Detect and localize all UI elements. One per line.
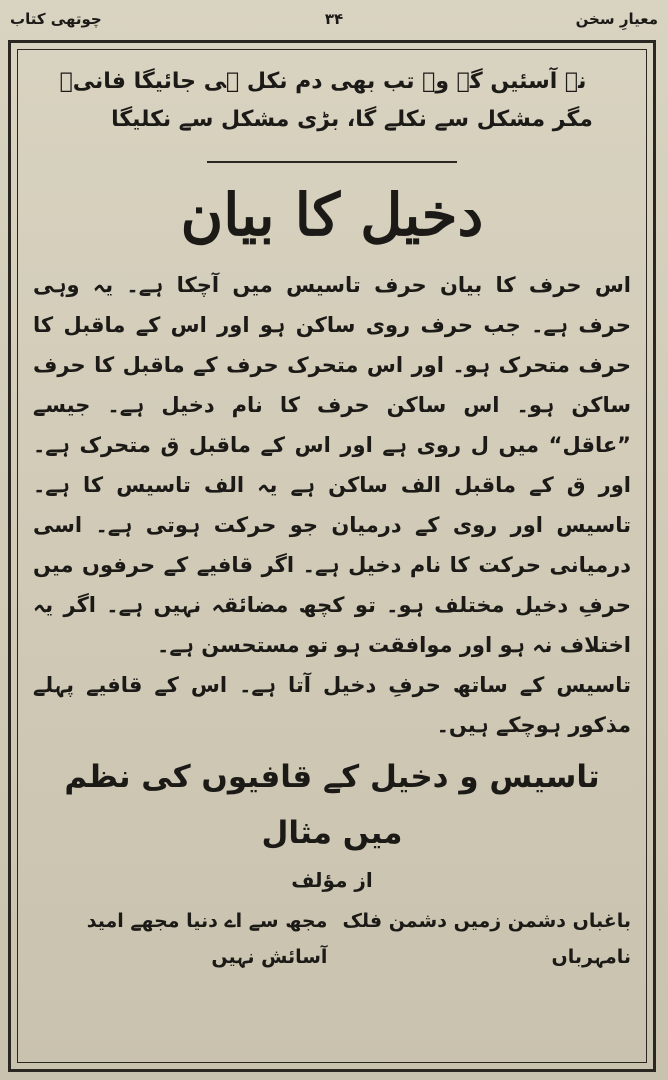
couplet-second-hemistich: مجھ سے اے دنیا مجھے امید آسائش نہیں [86,910,328,968]
page-number: ۳۴ [324,10,344,28]
section-divider [207,161,457,163]
example-heading: تاسیس و دخیل کے قافیوں کی نظم میں مثال [64,759,600,851]
couplet [33,903,631,975]
body-paragraph: تاسیس کے ساتھ حرفِ دخیل آتا ہے۔ اس کے قافیے پہلے مذکور ہوچکے ہیں۔ [33,673,631,737]
page-content [33,57,631,1059]
running-title: معیارِ سخن [575,10,658,28]
page-border [8,40,656,1072]
book-label: چوتھی کتاب [10,10,102,28]
couplet-first-hemistich: باغباں دشمن زمیں دشمن فلک نامہرباں [342,910,631,968]
author-byline: از مؤلف [291,868,373,892]
running-head [0,6,668,34]
body-paragraph: اس حرف کا بیان حرف تاسیس میں آچکا ہے۔ یہ وہی حرف ہے۔ جب حرف روی ساکن ہو اور اس کے ماقبل کا حرف متحرک ہو۔ اور اس متحرک حرف کے ماقبل کا حرف ساکن ہو۔ اس ساکن حرف کا نام دخیل ہے۔ جیسے ”عاقل“ میں ل روی ہے اور اس کے ماقبل ق متحرک ہے۔ اور ق کے ماقبل الف ساکن ہے یہ الف تاسیس کا ہے۔ تاسیس اور روی کے درمیان جو حرکت ہوتی ہے۔ اسی درمیانی حرکت کا نام دخیل ہے۔ اگر قافیے کے حرفوں میں حرفِ دخیل مختلف ہو۔ تو کچھ مضائقہ نہیں ہے۔ اگر یہ اختلاف نہ ہو اور موافقت ہو تو مستحسن ہے۔ [33,273,631,657]
section-heading: دخیل کا بیان [180,181,484,249]
verse-line-1: نہ آسئیں گے وہ تب بھی دم نکل ہی جائیگا فانیؔ [59,69,587,94]
verse-line-2: مگر مشکل سے نکلے گا، بڑی مشکل سے نکلیگا [111,107,593,132]
